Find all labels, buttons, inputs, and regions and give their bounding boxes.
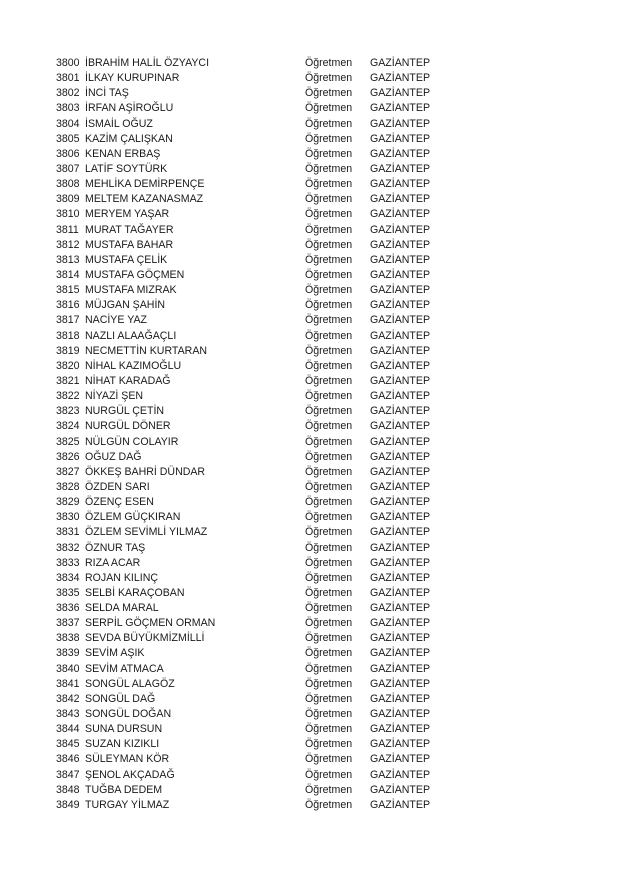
row-number: 3805 [56,132,80,145]
row-number: 3833 [56,556,80,569]
list-item [56,525,456,540]
list-item [56,510,456,525]
list-item [56,798,456,813]
occupation: Öğretmen [305,723,353,736]
list-item [56,616,456,631]
list-item [56,86,456,101]
person-name: İRFAN AŞİROĞLU [85,102,174,115]
occupation: Öğretmen [305,677,353,690]
row-number: 3810 [56,208,80,221]
city: GAZİANTEP [370,238,431,251]
person-name: NİHAL KAZIMOĞLU [85,359,182,372]
list-item [56,495,456,510]
person-name: SELBİ KARAÇOBAN [85,586,185,599]
person-name: NAZLI ALAAĞAÇLI [85,329,177,342]
city: GAZİANTEP [370,632,431,645]
person-name: RIZA ACAR [85,556,141,569]
row-number: 3802 [56,87,80,100]
row-number: 3819 [56,344,80,357]
city: GAZİANTEP [370,602,431,615]
row-number: 3838 [56,632,80,645]
city: GAZİANTEP [370,268,431,281]
city: GAZİANTEP [370,405,431,418]
list-item [56,707,456,722]
person-name: TUĞBA DEDEM [85,783,163,796]
list-item [56,737,456,752]
row-number: 3813 [56,253,80,266]
city: GAZİANTEP [370,147,431,160]
list-item [56,329,456,344]
occupation: Öğretmen [305,329,353,342]
occupation: Öğretmen [305,374,353,387]
city: GAZİANTEP [370,87,431,100]
row-number: 3816 [56,299,80,312]
occupation: Öğretmen [305,117,353,130]
occupation: Öğretmen [305,178,353,191]
row-number: 3821 [56,374,80,387]
city: GAZİANTEP [370,72,431,85]
row-number: 3839 [56,647,80,660]
occupation: Öğretmen [305,526,353,539]
occupation: Öğretmen [305,708,353,721]
list-item [56,268,456,283]
row-number: 3849 [56,798,80,811]
person-name: MELTEM KAZANASMAZ [85,193,204,206]
person-name: MUSTAFA GÖÇMEN [85,268,185,281]
row-number: 3837 [56,617,80,630]
row-number: 3841 [56,677,80,690]
list-item [56,646,456,661]
list-item [56,177,456,192]
city: GAZİANTEP [370,223,431,236]
occupation: Öğretmen [305,556,353,569]
list-item [56,601,456,616]
occupation: Öğretmen [305,223,353,236]
person-name: ÖZLEM SEVİMLİ YILMAZ [85,526,208,539]
city: GAZİANTEP [370,738,431,751]
list-item [56,223,456,238]
occupation: Öğretmen [305,435,353,448]
list-item [56,480,456,495]
city: GAZİANTEP [370,299,431,312]
occupation: Öğretmen [305,450,353,463]
row-number: 3831 [56,526,80,539]
person-name: SONGÜL DOĞAN [85,708,172,721]
city: GAZİANTEP [370,708,431,721]
row-number: 3826 [56,450,80,463]
person-name: SONGÜL ALAGÖZ [85,677,175,690]
person-name: MÜJGAN ŞAHİN [85,299,166,312]
occupation: Öğretmen [305,692,353,705]
list-item [56,238,456,253]
person-name: NÜLGÜN COLAYIR [85,435,179,448]
city: GAZİANTEP [370,390,431,403]
person-name: MURAT TAĞAYER [85,223,174,236]
occupation: Öğretmen [305,541,353,554]
person-name: SÜLEYMAN KÖR [85,753,170,766]
person-name: TURGAY YİLMAZ [85,798,170,811]
city: GAZİANTEP [370,692,431,705]
occupation: Öğretmen [305,602,353,615]
city: GAZİANTEP [370,359,431,372]
occupation: Öğretmen [305,208,353,221]
list-item [56,783,456,798]
person-name: SELDA MARAL [85,602,159,615]
occupation: Öğretmen [305,753,353,766]
list-item [56,147,456,162]
person-name: NİHAT KARADAĞ [85,374,171,387]
occupation: Öğretmen [305,72,353,85]
list-item [56,768,456,783]
city: GAZİANTEP [370,526,431,539]
occupation: Öğretmen [305,405,353,418]
row-number: 3823 [56,405,80,418]
occupation: Öğretmen [305,147,353,160]
list-item [56,752,456,767]
list-item [56,435,456,450]
occupation: Öğretmen [305,268,353,281]
city: GAZİANTEP [370,541,431,554]
list-item [56,419,456,434]
city: GAZİANTEP [370,480,431,493]
person-name: MERYEM YAŞAR [85,208,170,221]
list-item [56,722,456,737]
occupation: Öğretmen [305,480,353,493]
city: GAZİANTEP [370,450,431,463]
row-number: 3828 [56,480,80,493]
city: GAZİANTEP [370,496,431,509]
occupation: Öğretmen [305,102,353,115]
row-number: 3848 [56,783,80,796]
occupation: Öğretmen [305,162,353,175]
city: GAZİANTEP [370,677,431,690]
list-item [56,71,456,86]
list-item [56,692,456,707]
row-number: 3815 [56,284,80,297]
list-item [56,101,456,116]
row-number: 3804 [56,117,80,130]
city: GAZİANTEP [370,617,431,630]
city: GAZİANTEP [370,253,431,266]
row-number: 3807 [56,162,80,175]
occupation: Öğretmen [305,359,353,372]
list-item [56,132,456,147]
row-number: 3843 [56,708,80,721]
list-item [56,404,456,419]
occupation: Öğretmen [305,798,353,811]
occupation: Öğretmen [305,632,353,645]
city: GAZİANTEP [370,193,431,206]
occupation: Öğretmen [305,299,353,312]
person-name: NİYAZİ ŞEN [85,390,144,403]
city: GAZİANTEP [370,511,431,524]
occupation: Öğretmen [305,57,353,69]
list-item [56,631,456,646]
row-number: 3803 [56,102,80,115]
row-number: 3832 [56,541,80,554]
occupation: Öğretmen [305,617,353,630]
list-item [56,389,456,404]
row-number: 3824 [56,420,80,433]
city: GAZİANTEP [370,647,431,660]
city: GAZİANTEP [370,314,431,327]
list-item [56,556,456,571]
city: GAZİANTEP [370,102,431,115]
occupation: Öğretmen [305,253,353,266]
row-number: 3818 [56,329,80,342]
person-name: SEVİM ATMACA [85,662,164,675]
city: GAZİANTEP [370,374,431,387]
list-item [56,465,456,480]
row-number: 3809 [56,193,80,206]
city: GAZİANTEP [370,178,431,191]
person-name: İSMAİL OĞUZ [85,117,153,130]
occupation: Öğretmen [305,511,353,524]
person-name: SONGÜL DAĞ [85,692,156,705]
list-item [56,374,456,389]
occupation: Öğretmen [305,571,353,584]
row-number: 3830 [56,511,80,524]
list-item [56,313,456,328]
occupation: Öğretmen [305,193,353,206]
person-name: İLKAY KURUPINAR [85,72,180,85]
list-item [56,283,456,298]
row-number: 3847 [56,768,80,781]
occupation: Öğretmen [305,662,353,675]
list-item [56,359,456,374]
occupation: Öğretmen [305,738,353,751]
person-name: LATİF SOYTÜRK [85,162,168,175]
row-number: 3817 [56,314,80,327]
occupation: Öğretmen [305,465,353,478]
city: GAZİANTEP [370,768,431,781]
occupation: Öğretmen [305,390,353,403]
person-name: MEHLİKA DEMİRPENÇE [85,178,205,191]
city: GAZİANTEP [370,344,431,357]
person-name: ÖZENÇ ESEN [85,496,154,509]
row-number: 3840 [56,662,80,675]
list-item [56,571,456,586]
list-item [56,117,456,132]
occupation: Öğretmen [305,87,353,100]
row-number: 3814 [56,268,80,281]
list-item [56,207,456,222]
city: GAZİANTEP [370,586,431,599]
city: GAZİANTEP [370,132,431,145]
occupation: Öğretmen [305,586,353,599]
city: GAZİANTEP [370,798,431,811]
row-number: 3827 [56,465,80,478]
city: GAZİANTEP [370,662,431,675]
city: GAZİANTEP [370,208,431,221]
row-number: 3811 [56,223,79,236]
row-number: 3846 [56,753,80,766]
row-number: 3834 [56,571,80,584]
city: GAZİANTEP [370,556,431,569]
list-item [56,344,456,359]
row-number: 3825 [56,435,80,448]
occupation: Öğretmen [305,238,353,251]
row-number: 3806 [56,147,80,160]
teacher-list [56,56,456,813]
list-item [56,450,456,465]
list-item [56,162,456,177]
list-item [56,298,456,313]
city: GAZİANTEP [370,117,431,130]
row-number: 3812 [56,238,80,251]
person-name: SEVİM AŞIK [85,647,145,660]
row-number: 3820 [56,359,80,372]
person-name: SUZAN KIZIKLI [85,738,160,751]
city: GAZİANTEP [370,753,431,766]
person-name: ROJAN KILINÇ [85,571,158,584]
list-item [56,192,456,207]
person-name: MUSTAFA MIZRAK [85,284,177,297]
occupation: Öğretmen [305,496,353,509]
list-item [56,677,456,692]
occupation: Öğretmen [305,768,353,781]
city: GAZİANTEP [370,162,431,175]
person-name: İBRAHİM HALİL ÖZYAYCI [85,57,210,69]
city: GAZİANTEP [370,571,431,584]
person-name: NURGÜL ÇETİN [85,405,165,418]
occupation: Öğretmen [305,314,353,327]
list-item [56,56,456,71]
occupation: Öğretmen [305,783,353,796]
person-name: NURGÜL DÖNER [85,420,171,433]
city: GAZİANTEP [370,435,431,448]
person-name: ÖKKEŞ BAHRİ DÜNDAR [85,465,206,478]
person-name: NACİYE YAZ [85,314,148,327]
person-name: SUNA DURSUN [85,723,163,736]
occupation: Öğretmen [305,284,353,297]
row-number: 3822 [56,390,80,403]
occupation: Öğretmen [305,132,353,145]
person-name: NECMETTİN KURTARAN [85,344,208,357]
list-item [56,586,456,601]
list-item [56,253,456,268]
list-item [56,541,456,556]
city: GAZİANTEP [370,57,431,69]
city: GAZİANTEP [370,783,431,796]
row-number: 3836 [56,602,80,615]
person-name: KENAN ERBAŞ [85,147,161,160]
row-number: 3808 [56,178,80,191]
city: GAZİANTEP [370,284,431,297]
row-number: 3800 [56,57,80,69]
person-name: ÖZLEM GÜÇKIRAN [85,511,181,524]
row-number: 3844 [56,723,80,736]
person-name: ŞENOL AKÇADAĞ [85,768,175,781]
row-number: 3835 [56,586,80,599]
occupation: Öğretmen [305,420,353,433]
person-name: KAZİM ÇALIŞKAN [85,132,173,145]
row-number: 3801 [56,72,80,85]
person-name: MUSTAFA ÇELİK [85,253,168,266]
row-number: 3842 [56,692,80,705]
person-name: İNCİ TAŞ [85,87,129,100]
person-name: ÖZDEN SARI [85,480,150,493]
person-name: SERPİL GÖÇMEN ORMAN [85,617,216,630]
person-name: ÖZNUR TAŞ [85,541,146,554]
city: GAZİANTEP [370,329,431,342]
city: GAZİANTEP [370,465,431,478]
row-number: 3845 [56,738,80,751]
person-name: OĞUZ DAĞ [85,450,142,463]
list-item [56,662,456,677]
occupation: Öğretmen [305,344,353,357]
person-name: MUSTAFA BAHAR [85,238,174,251]
person-name: SEVDA BÜYÜKMİZMİLLİ [85,632,205,645]
occupation: Öğretmen [305,647,353,660]
city: GAZİANTEP [370,420,431,433]
city: GAZİANTEP [370,723,431,736]
row-number: 3829 [56,496,80,509]
